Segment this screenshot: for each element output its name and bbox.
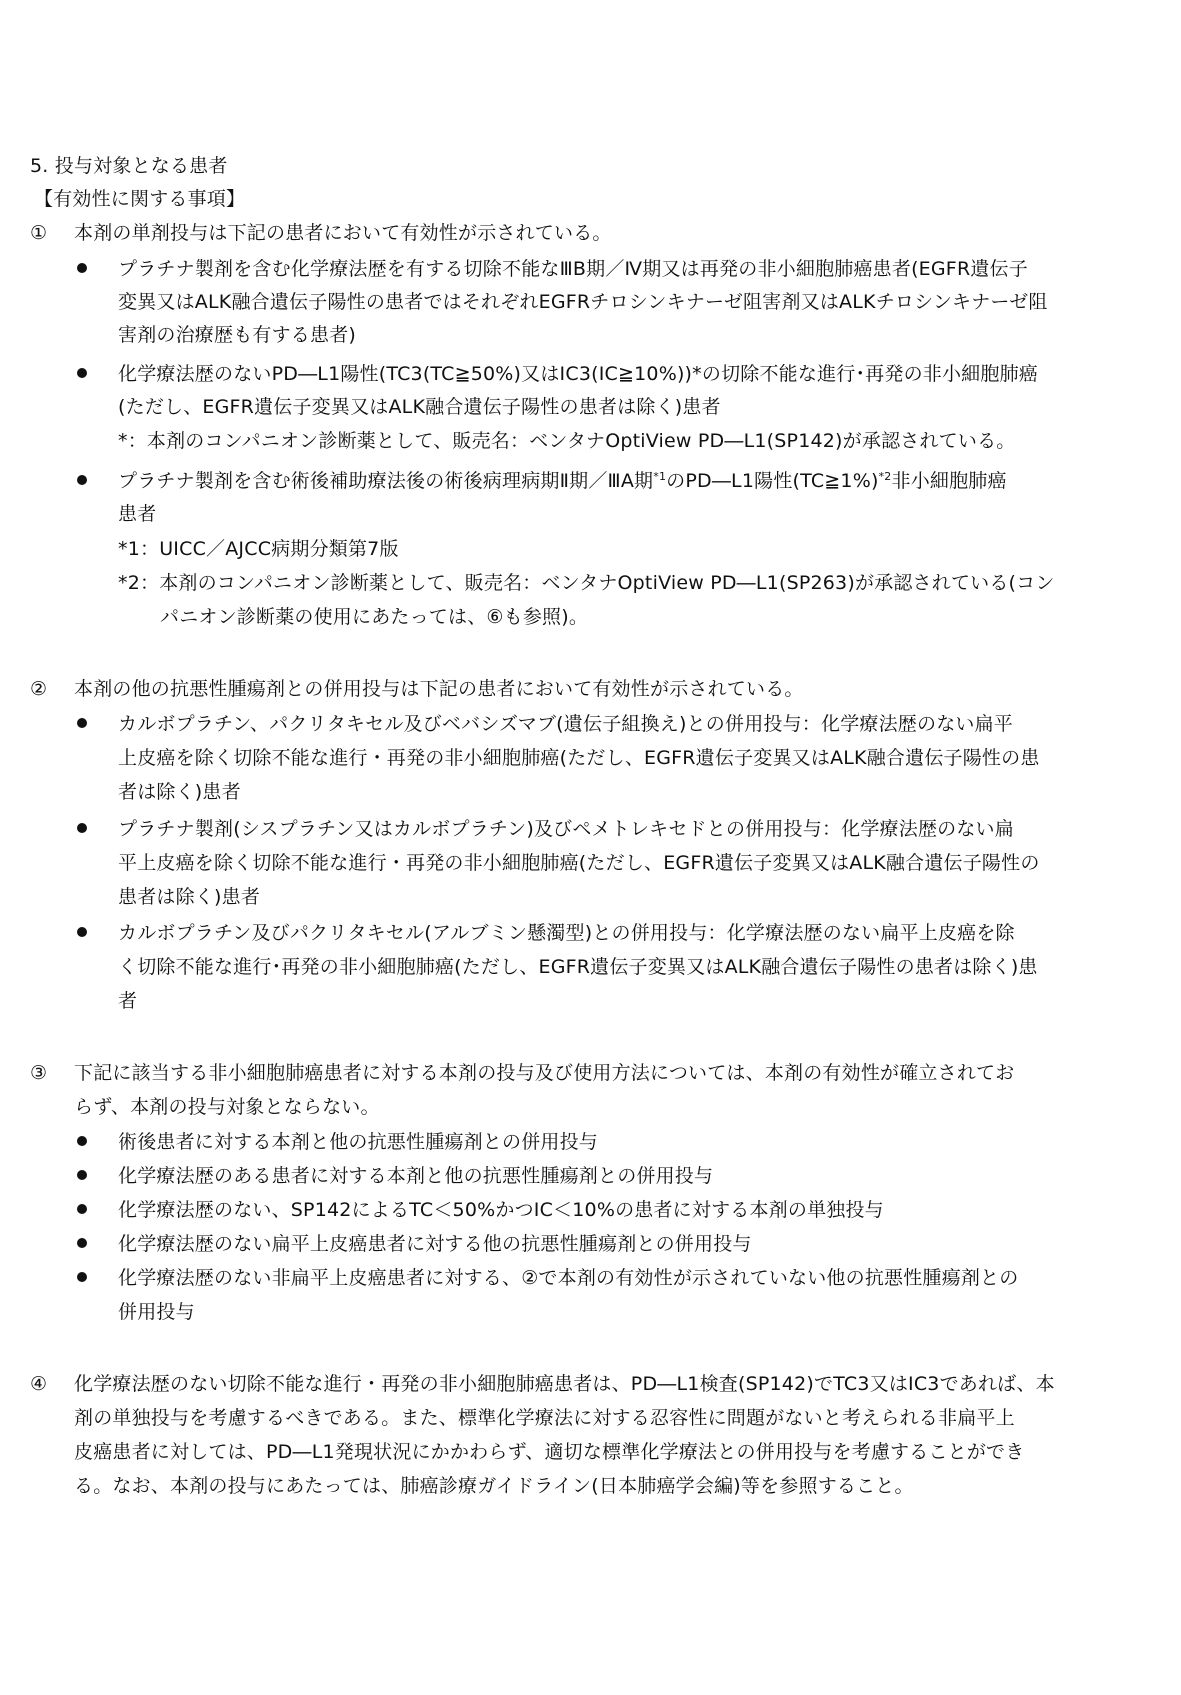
item-2-bullet-3-line-2: く切除不能な進行･再発の非小細胞肺癌(ただし、EGFR遺伝子変異又はALK融合遺伝子陽性の患者は除く)患 [118,956,1038,978]
item-1-bullet-1-line-2: 変異又はALK融合遺伝子陽性の患者ではそれぞれEGFRチロシンキナーゼ阻害剤又はALKチロシンキナーゼ阻 [118,291,1048,313]
item-4-text-line-1: 化学療法歴のない切除不能な進行・再発の非小細胞肺癌患者は、PD―L1検査(SP142)でTC3又はIC3であれば、本 [74,1373,1055,1395]
section-subtitle: 【有効性に関する事項】 [34,188,246,210]
item-3-bullet-4: 化学療法歴のない扁平上皮癌患者に対する他の抗悪性腫瘍剤との併用投与 [118,1233,752,1255]
bullet-icon [77,263,87,273]
item-2-bullet-2-line-2: 平上皮癌を除く切除不能な進行・再発の非小細胞肺癌(ただし、EGFR遺伝子変異又はALK融合遺伝子陽性の [118,852,1040,874]
item-4-marker: ④ [30,1373,48,1395]
bullet-icon [77,718,87,728]
item-3-text-line-2: らず、本剤の投与対象とならない。 [74,1096,380,1118]
bullet-icon [77,1136,87,1146]
item-3-text-line-1: 下記に該当する非小細胞肺癌患者に対する本剤の投与及び使用方法については、本剤の有効性が確立されてお [74,1062,1015,1084]
item-4-text-line-4: る。なお、本剤の投与にあたっては、肺癌診療ガイドライン(日本肺癌学会編)等を参照すること。 [74,1475,914,1497]
bullet-icon [77,1238,87,1248]
item-3-bullet-2: 化学療法歴のある患者に対する本剤と他の抗悪性腫瘍剤との併用投与 [118,1165,714,1187]
item-1-bullet-3-note-2: *2：本剤のコンパニオン診断薬として、販売名：ベンタナOptiView PD―L1(SP263)が承認されている(コン [118,572,1055,594]
item-2-bullet-1-line-3: 者は除く)患者 [118,781,241,803]
item-3-bullet-5-line-2: 併用投与 [118,1301,195,1323]
item-1-bullet-3-line-1: プラチナ製剤を含む術後補助療法後の術後病理病期Ⅱ期／ⅢA期$^{*1}$のPD―L1陽性(TC≧1%)$^{*2}$非小細胞肺癌 [118,470,1007,492]
item-2-bullet-1-line-1: カルボプラチン、パクリタキセル及びベバシズマブ(遺伝子組換え)との併用投与：化学療法歴のない扁平 [118,713,1014,735]
item-1-bullet-3-note-1: *1：UICC／AJCC病期分類第7版 [118,538,399,560]
bullet-icon [77,368,87,378]
section-title: 5. 投与対象となる患者 [30,155,228,177]
item-3-marker: ③ [30,1062,48,1084]
bullet-icon [77,475,87,485]
item-1-bullet-3-note-2-cont: パニオン診断薬の使用にあたっては、⑥も参照)。 [160,606,589,628]
item-1-bullet-2-note: *：本剤のコンパニオン診断薬として、販売名：ベンタナOptiView PD―L1(SP142)が承認されている。 [118,430,1016,452]
item-2-bullet-1-line-2: 上皮癌を除く切除不能な進行・再発の非小細胞肺癌(ただし、EGFR遺伝子変異又はALK融合遺伝子陽性の患 [118,747,1040,769]
item-2-bullet-2-line-3: 患者は除く)患者 [118,886,261,908]
item-2-bullet-3-line-1: カルボプラチン及びパクリタキセル(アルブミン懸濁型)との併用投与：化学療法歴のない扁平上皮癌を除 [118,922,1015,944]
bullet-icon [77,823,87,833]
item-1-bullet-1-line-1: プラチナ製剤を含む化学療法歴を有する切除不能なⅢB期／Ⅳ期又は再発の非小細胞肺癌患者(EGFR遺伝子 [118,258,1028,280]
bullet-icon [77,927,87,937]
bullet-icon [77,1204,87,1214]
item-3-bullet-5-line-1: 化学療法歴のない非扁平上皮癌患者に対する、②で本剤の有効性が示されていない他の抗悪性腫瘍剤との [118,1267,1019,1289]
item-1-bullet-2-line-1: 化学療法歴のないPD―L1陽性(TC3(TC≧50%)又はIC3(IC≧10%))*の切除不能な進行･再発の非小細胞肺癌 [118,363,1038,385]
item-1-bullet-1-line-3: 害剤の治療歴も有する患者) [118,324,357,346]
item-1-text: 本剤の単剤投与は下記の患者において有効性が示されている。 [74,222,612,244]
item-3-bullet-3: 化学療法歴のない、SP142によるTC＜50%かつIC＜10%の患者に対する本剤の単独投与 [118,1199,884,1221]
item-2-bullet-2-line-1: プラチナ製剤(シスプラチン又はカルボプラチン)及びペメトレキセドとの併用投与：化学療法歴のない扁 [118,818,1014,840]
item-4-text-line-3: 皮癌患者に対しては、PD―L1発現状況にかかわらず、適切な標準化学療法との併用投与を考慮することができ [74,1441,1025,1463]
item-3-bullet-1: 術後患者に対する本剤と他の抗悪性腫瘍剤との併用投与 [118,1131,599,1153]
item-4-text-line-2: 剤の単独投与を考慮するべきである。また、標準化学療法に対する忍容性に問題がないと考えられる非扁平上 [74,1407,1015,1429]
bullet-icon [77,1170,87,1180]
bullet-icon [77,1272,87,1282]
item-1-marker: ① [30,222,48,244]
item-1-bullet-2-line-2: (ただし、EGFR遺伝子変異又はALK融合遺伝子陽性の患者は除く)患者 [118,396,721,418]
item-2-marker: ② [30,678,48,700]
item-1-bullet-3-line-2: 患者 [118,503,157,525]
item-2-bullet-3-line-3: 者 [118,990,138,1012]
item-2-text: 本剤の他の抗悪性腫瘍剤との併用投与は下記の患者において有効性が示されている。 [74,678,804,700]
